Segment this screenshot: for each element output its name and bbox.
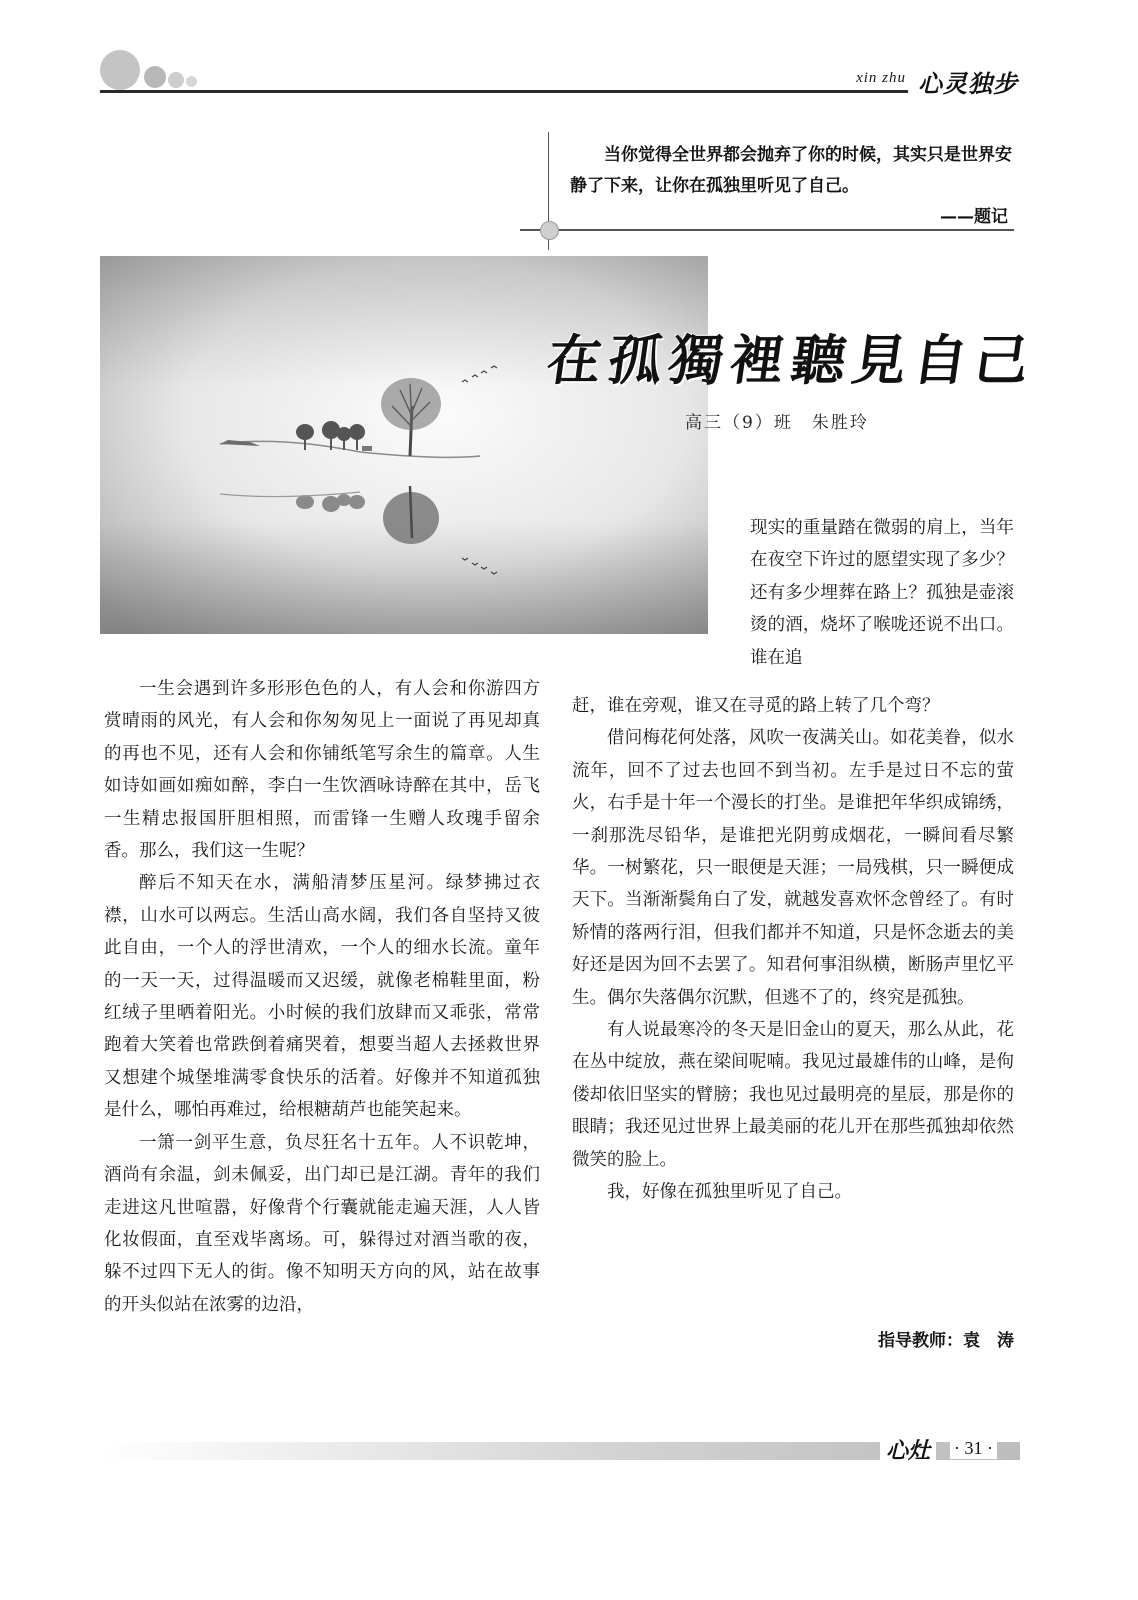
paragraph: 有人说最寒冷的冬天是旧金山的夏天，那么从此，花在丛中绽放，燕在梁间呢喃。我见过最雄伟的山峰，是佝偻却依旧坚实的臂膀；我也见过最明亮的星辰，那是你的眼睛；我还见过世界上最美丽的花儿开在那些孤独却依然微笑的脸上。	[572, 1020, 1014, 1170]
header-decoration-circles	[100, 50, 210, 95]
paragraph: 我，好像在孤独里听见了自己。	[607, 1182, 852, 1203]
paragraph: 一箫一剑平生意，负尽狂名十五年。人不识乾坤，酒尚有余温，剑未佩妥，出门却已是江湖。青年的我们走进这凡世喧嚣，好像背个行囊就能走遍天涯，人人皆化妆假面，直至戏毕离场。可，躲得过对酒当歌的夜，躲不过四下无人的街。像不知明天方向的风，站在故事的开头似站在浓雾的边沿，	[104, 1132, 540, 1315]
article-title: 在孤獨裡聽見自己	[543, 328, 1041, 392]
lake-trees-photo	[100, 256, 708, 634]
epigraph-horizontal-rule	[520, 229, 1014, 231]
paragraph: 赶，谁在旁观，谁又在寻觅的路上转了几个弯？	[572, 696, 940, 716]
right-column	[572, 690, 1014, 1209]
epigraph-dot	[540, 221, 559, 240]
article-author: 高三（9）班 朱胜玲	[685, 413, 869, 433]
column-title: 心灵独步	[918, 70, 1018, 98]
epigraph-text: 当你觉得全世界都会抛弃了你的时候，其实只是世界安静了下来，让你在孤独里听见了自己。	[570, 145, 1012, 196]
paragraph: 借问梅花何处落，风吹一夜满关山。如花美眷，似水流年，回不了过去也回不到当初。左手是过日不忘的萤火，右手是十年一个漫长的打坐。是谁把年华织成锦绣，一刹那洗尽铅华，是谁把光阴剪成烟花，一瞬间看尽繁华。一树繁花，只一眼便是天涯；一局残棋，只一瞬便成天下。当渐渐鬓角白了发，就越发喜欢怀念曾经了。有时矫情的落两行泪，但我们都并不知道，只是怀念逝去的美好还是因为回不去罢了。知君何事泪纵横，断肠声里忆平生。偶尔失落偶尔沉默，但逃不了的，终究是孤独。	[572, 728, 1014, 1008]
header-rule	[100, 90, 908, 93]
supervisor-credit: 指导教师：袁 涛	[878, 1331, 1014, 1351]
magazine-name: 心灶	[880, 1434, 936, 1465]
paragraph: 醉后不知天在水，满船清梦压星河。绿梦拂过衣襟，山水可以两忘。生活山高水阔，我们各自坚持又彼此自由，一个人的浮世清欢，一个人的细水长流。童年的一天一天，过得温暖而又迟缓，就像老棉鞋里面，粉红绒子里晒着阳光。小时候的我们放肆而又乖张，常常跑着大笑着也常跌倒着痛哭着，想要当超人去拯救世界又想建个城堡堆满零食快乐的活着。好像并不知道孤独是什么，哪怕再难过，给根糖葫芦也能笑起来。	[104, 873, 540, 1121]
right-column-intro	[750, 512, 1014, 674]
paragraph: 现实的重量踏在微弱的肩上，当年在夜空下许过的愿望实现了多少？还有多少埋葬在路上？孤独是壶滚烫的酒，烧坏了喉咙还说不出口。谁在追	[750, 518, 1014, 668]
page-number: · 31 ·	[950, 1438, 997, 1459]
epigraph-signature: ——题记	[940, 207, 1008, 227]
column-pinyin: xin zhu	[856, 70, 906, 86]
left-column	[104, 673, 540, 1321]
paragraph: 一生会遇到许多形形色色的人，有人会和你游四方赏晴雨的风光，有人会和你匆匆见上一面说了再见却真的再也不见，还有人会和你铺纸笔写余生的篇章。人生如诗如画如痴如醉，李白一生饮酒咏诗醉在其中，岳飞一生精忠报国肝胆相照，而雷锋一生赠人玫瑰手留余香。那么，我们这一生呢？	[104, 679, 540, 862]
